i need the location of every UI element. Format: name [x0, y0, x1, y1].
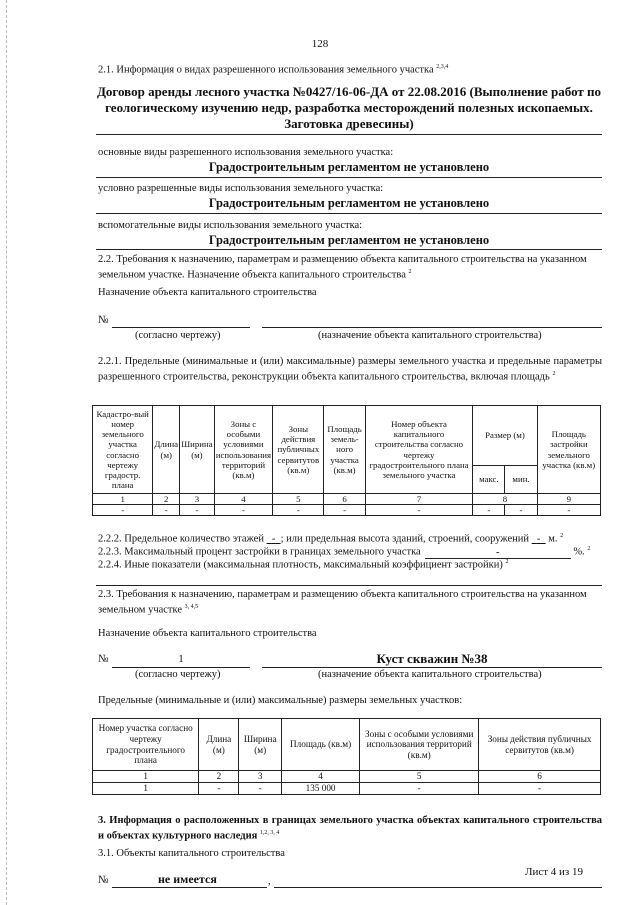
t1-value-cell: -	[180, 505, 214, 516]
number-sign-3: №	[98, 874, 109, 886]
t2-num-cell: 6	[479, 771, 601, 783]
t2-value-cell: -	[239, 783, 282, 795]
purpose-line	[262, 667, 602, 668]
t2-num-cell: 4	[281, 771, 359, 783]
t2-value-cell: -	[360, 783, 479, 795]
purpose-line	[274, 887, 602, 888]
object-name: Куст скважин №38	[376, 651, 488, 666]
t1-header-length: Длина (м)	[153, 406, 180, 494]
t2-header-area: Площадь (кв.м)	[281, 719, 359, 771]
t1-header-servitudes: Зоны действия публичных сервитутов (кв.м)	[273, 406, 324, 494]
t2-num-cell: 2	[199, 771, 239, 783]
section-2-3-text: 2.3. Требования к назначению, параметрам и размещению объекта капитального строительства на указанном земельном участке $^{3, 4,5}$	[98, 589, 587, 616]
main-uses-value: Градостроительным регламентом не установлено	[208, 160, 490, 174]
t1-sub-min: мин.	[505, 466, 537, 494]
auxiliary-uses-label: вспомогательные виды использования земельного участка:	[98, 220, 363, 231]
t2-header-width: Ширина (м)	[239, 719, 282, 771]
t1-value-cell: -	[153, 505, 180, 516]
t1-header-special-zones: Зоны с особыми условиями использования территорий (кв.м)	[214, 406, 273, 494]
t1-sub-max: макс.	[473, 466, 505, 494]
divider	[96, 134, 602, 135]
t1-value-cell: -	[537, 505, 600, 516]
t1-header-building-area: Площадь застройки земельного участка (кв.м)	[537, 406, 600, 494]
section-2-2-2: 2.2.2. Предельное количество этажей - ; или предельная высота зданий, строений, сооружений - м. $^2$	[98, 533, 564, 545]
t2-num-cell: 1	[93, 771, 199, 783]
t1-value-cell: -	[365, 505, 473, 516]
t1-value-cell: -	[273, 505, 324, 516]
limits-label: Предельные (минимальные и (или) максимальные) размеры земельных участков:	[98, 695, 463, 706]
sheet-label: Лист 4 из 19	[525, 866, 584, 878]
t1-header-size: Размер (м)	[473, 406, 537, 466]
number-line	[112, 327, 250, 328]
divider	[96, 177, 602, 178]
number-line	[112, 667, 250, 668]
purpose-line	[262, 327, 602, 328]
limits-table-2	[92, 718, 601, 795]
t1-num-cell: 1	[93, 494, 153, 505]
t1-num-cell: 5	[273, 494, 324, 505]
none-value: не имеется	[158, 872, 217, 886]
t1-num-cell: 3	[180, 494, 214, 505]
caption-drawing: (согласно чертежу)	[135, 669, 221, 680]
object-number: 1	[178, 653, 184, 665]
caption-purpose: (назначение объекта капитального строительства)	[318, 330, 542, 341]
number-sign: №	[98, 314, 109, 326]
conditional-uses-value: Градостроительным регламентом не установлено	[208, 196, 490, 210]
t1-value-cell: -	[473, 505, 505, 516]
comma: ,	[268, 876, 271, 887]
purpose-label: Назначение объекта капитального строительства	[98, 287, 317, 298]
main-uses-label: основные виды разрешенного использования земельного участка:	[98, 147, 394, 158]
caption-drawing: (согласно чертежу)	[135, 330, 221, 341]
binding-margin-line	[6, 0, 7, 905]
t2-num-cell: 3	[239, 771, 282, 783]
t1-num-cell: 9	[537, 494, 600, 505]
section-2-2-1-text: 2.2.1. Предельные (минимальные и (или) максимальные) размеры земельного участка и предельные параметры разрешенного строительства, реконструкции объекта капитального строительства, включая площадь $^2$	[98, 356, 602, 383]
contract-title: Договор аренды лесного участка №0427/16-06-ДА от 22.08.2016 (Выполнение работ по геологическому изучению недр, разработка месторождений полезных ископаемых. Заготовка древесины)	[96, 84, 602, 131]
t2-header-length: Длина (м)	[199, 719, 239, 771]
divider	[96, 213, 602, 214]
divider	[96, 585, 602, 586]
limits-table-1	[92, 405, 601, 516]
purpose-label-2: Назначение объекта капитального строительства	[98, 628, 317, 639]
t1-value-cell: -	[505, 505, 537, 516]
divider	[96, 249, 602, 250]
section-3-1: 3.1. Объекты капитального строительства	[98, 848, 285, 859]
t1-value-cell: -	[93, 505, 153, 516]
t1-num-cell: 2	[153, 494, 180, 505]
number-line	[112, 887, 267, 888]
t2-value-cell: 135 000	[281, 783, 359, 795]
caption-purpose: (назначение объекта капитального строительства)	[318, 669, 542, 680]
page-number: 128	[311, 38, 329, 50]
t1-num-cell: 6	[324, 494, 365, 505]
section-3-heading: 3. Информация о расположенных в границах земельного участка объектах капитального строительства и объектах культурного наследия $^{1,2, 3, 4}$	[98, 815, 602, 842]
t2-value-cell: -	[479, 783, 601, 795]
t2-header-servitudes: Зоны действия публичных сервитутов (кв.м)	[479, 719, 601, 771]
section-2-2-4: 2.2.4. Иные показатели (максимальная плотность, максимальный коэффициент застройки) $^2$	[98, 559, 509, 571]
t1-num-cell: 8	[473, 494, 537, 505]
t2-value-cell: 1	[93, 783, 199, 795]
conditional-uses-label: условно разрешенные виды использования земельного участка:	[98, 183, 384, 194]
section-2-1-heading: 2.1. Информация о видах разрешенного использования земельного участка $^{2,3,4}$	[98, 64, 449, 76]
number-sign-2: №	[98, 653, 109, 665]
t2-num-cell: 5	[360, 771, 479, 783]
t1-value-cell: -	[214, 505, 273, 516]
t1-header-width: Ширина (м)	[180, 406, 214, 494]
t2-value-cell: -	[199, 783, 239, 795]
auxiliary-uses-value: Градостроительным регламентом не установлено	[208, 233, 490, 247]
section-2-2-text: 2.2. Требования к назначению, параметрам и размещению объекта капитального строительства на указанном земельном участке. Назначение объекта капитального строительства $^2$	[98, 254, 587, 281]
t2-header-special-zones: Зоны с особыми условиями использования территорий (кв.м)	[360, 719, 479, 771]
t1-header-area: Площадь земель-ного участка (кв.м)	[324, 406, 365, 494]
t1-value-cell: -	[324, 505, 365, 516]
t1-header-object-number: Номер объекта капитального строительства согласно чертежу градостроительного плана земельного участка	[365, 406, 473, 494]
t2-header-plot-number: Номер участка согласно чертежу градостроительного плана	[93, 719, 199, 771]
section-2-2-3: 2.2.3. Максимальный процент застройки в границах земельного участка - %. $^2$	[98, 546, 591, 558]
t1-num-cell: 7	[365, 494, 473, 505]
t1-num-cell: 4	[214, 494, 273, 505]
t1-header-cadastral: Кадастро-вый номер земельного участка согласно чертежу градостр. плана	[93, 406, 153, 494]
